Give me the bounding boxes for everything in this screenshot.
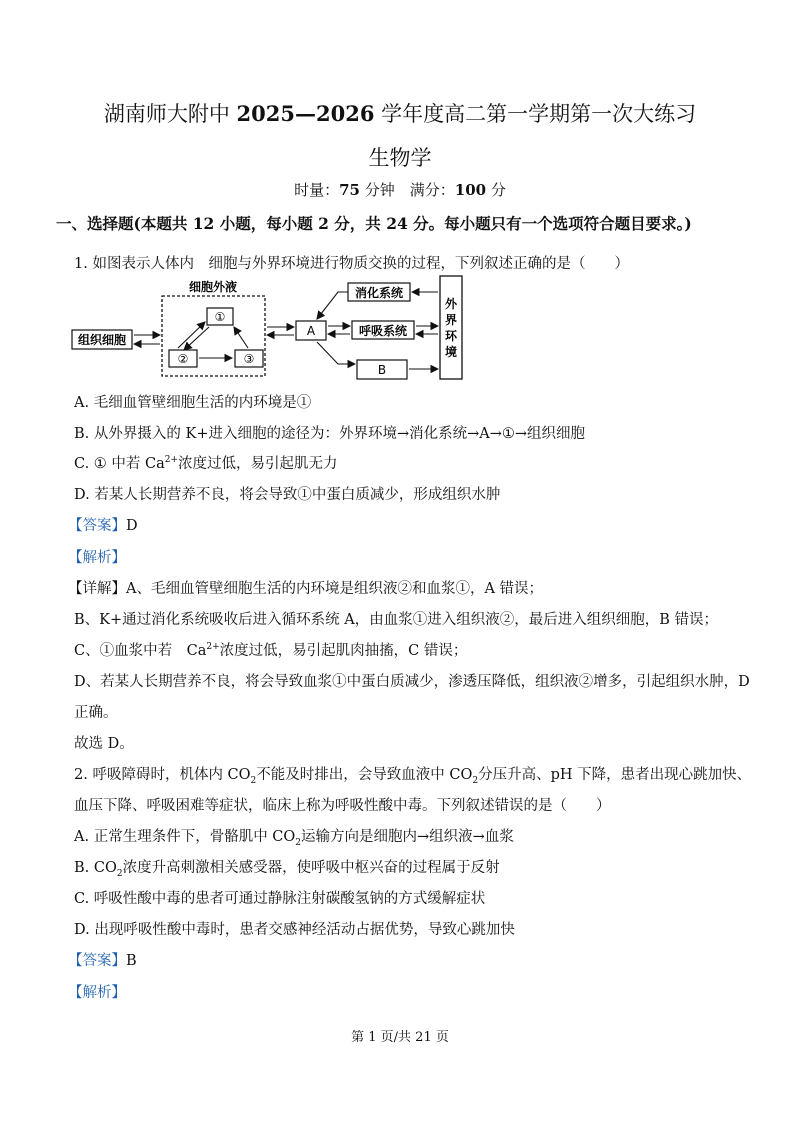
q1-answer: 【答案】D xyxy=(68,518,138,534)
q1-option-c: C. ① 中若 $Ca^{2+}$浓度过低，易引起肌无力 xyxy=(74,455,338,472)
q2-option-d: D. 出现呼吸性酸中毒时，患者交感神经活动占据优势，导致心跳加快 xyxy=(74,922,515,938)
question-1-stem: 1. 如图表示人体内 细胞与外界环境进行物质交换的过程，下列叙述正确的是（ ） xyxy=(74,256,629,272)
q1-conclusion: 故选 D。 xyxy=(74,736,134,752)
q1-option-d: D. 若某人长期营养不良，将会导致①中蛋白质减少，形成组织水肿 xyxy=(74,487,501,503)
node-a-label: A xyxy=(306,324,316,338)
node-b-label: B xyxy=(377,363,387,377)
q1-option-a: A. 毛细血管壁细胞生活的内环境是① xyxy=(74,395,312,411)
question-2-stem-line2: 血压下降、呼吸困难等症状，临床上称为呼吸性酸中毒。下列叙述错误的是（ ） xyxy=(74,798,611,814)
q1-option-b: B. 从外界摄入的 K+进入细胞的途径为：外界环境→消化系统→A→①→组织细胞 xyxy=(74,426,586,442)
extracellular-label: 细胞外液 xyxy=(188,280,238,294)
question-2-stem-line1: 2. 呼吸障碍时，机体内 $CO_2$不能及时排出，会导致血液中 $CO_2$分压升高、pH 下降，患者出现心跳加快、 xyxy=(74,767,752,786)
digestive-label: 消化系统 xyxy=(354,286,404,300)
q2-option-a: A. 正常生理条件下，骨骼肌中 $CO_2$运输方向是细胞内→组织液→血浆 xyxy=(74,829,514,848)
document-title: 湖南师大附中 2025—2026 学年度高二第一学期第一次大练习 xyxy=(103,101,697,126)
arrow-a-to-b xyxy=(317,342,355,364)
exam-meta: 时量：75 分钟 满分：100 分 xyxy=(294,181,506,199)
q1-detail-c: C、①血浆中若 $Ca^{2+}$浓度过低，易引起肌肉抽搐，C 错误； xyxy=(74,642,468,659)
analysis-tag: 【解析】 xyxy=(68,985,126,1001)
analysis-tag: 【解析】 xyxy=(68,550,126,566)
page-footer: 第 1 页/共 21 页 xyxy=(351,1030,449,1045)
tissue-cell-label: 组织细胞 xyxy=(77,333,127,347)
respiratory-label: 呼吸系统 xyxy=(358,324,408,338)
q1-detail-b: B、K+通过消化系统吸收后进入循环系统 A，由血浆①进入组织液②，最后进入组织细胞，B 错误； xyxy=(74,612,718,628)
external-char-1: 外 xyxy=(444,297,458,311)
q2-analysis xyxy=(68,981,126,1002)
q1-detail-d-line1: D、若某人长期营养不良，将会导致血浆①中蛋白质减少，渗透压降低，组织液②增多，引起组织水肿，D xyxy=(74,674,750,690)
external-char-4: 境 xyxy=(444,345,458,359)
external-char-3: 环 xyxy=(444,329,458,343)
q1-analysis xyxy=(68,546,126,567)
arrow-3-to-1 xyxy=(234,327,248,348)
q1-detail-a: 【详解】A、毛细血管壁细胞生活的内环境是组织液②和血浆①，A 错误； xyxy=(68,581,544,597)
node-3-label: ③ xyxy=(243,352,255,366)
q2-answer: 【答案】B xyxy=(68,953,137,969)
answer-tag: 【答案】 xyxy=(68,953,126,969)
answer-tag: 【答案】 xyxy=(68,518,126,534)
exchange-diagram xyxy=(70,272,470,384)
node-2-label: ② xyxy=(177,352,189,366)
external-env-box xyxy=(440,276,462,379)
section-heading: 一、选择题(本题共 12 小题，每小题 2 分，共 24 分。每小题只有一个选项符合题目要求。) xyxy=(56,214,692,233)
external-char-2: 界 xyxy=(444,313,458,327)
q1-detail-d-line2: 正确。 xyxy=(74,705,118,721)
subject-title: 生物学 xyxy=(368,146,432,170)
node-1-label: ① xyxy=(214,310,226,324)
q2-option-c: C. 呼吸性酸中毒的患者可通过静脉注射碳酸氢钠的方式缓解症状 xyxy=(74,891,486,907)
arrow-digestive-to-a xyxy=(317,292,348,319)
q2-option-b: B. $CO_2$浓度升高刺激相关感受器，使呼吸中枢兴奋的过程属于反射 xyxy=(74,860,500,879)
